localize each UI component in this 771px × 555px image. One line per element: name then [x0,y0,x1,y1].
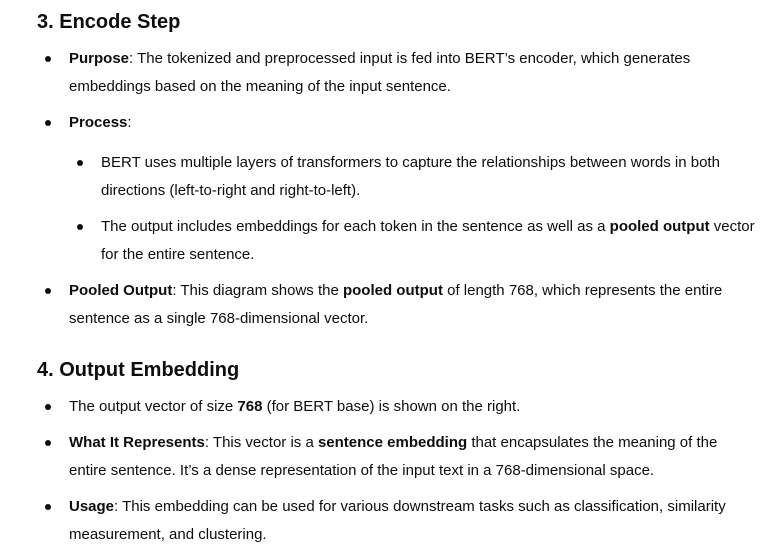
section-4-heading [37,357,239,383]
pooled-post: of length 768, which represents the entire sentence as a single 768-dimensional vector. [69,282,723,327]
usage-label: Usage [69,498,115,515]
section-3-number: 3. [37,11,54,33]
output-vector-post: (for BERT base) is shown on the right. [262,398,521,415]
bullet-process-text [69,109,759,137]
bullet-usage-text [69,493,759,549]
section-3-heading [37,9,180,35]
bullet-purpose-text [69,45,759,101]
pooled-bold: pooled output [342,282,443,299]
bullet-dot [45,120,51,126]
represents-label: What It Represents [69,434,205,451]
bullet-output-vector-text [69,393,759,421]
process-label: Process [69,114,128,131]
section-4-title: Output Embedding [59,359,240,381]
sub-bullet-output-pre: The output includes embeddings for each token in the sentence as well as a [101,218,610,235]
bullet-dot [45,404,51,410]
sub-bullet-output-post: vector for the entire sentence. [101,218,755,263]
bullet-usage [69,493,759,549]
bullet-output-vector [69,393,759,421]
represents-bold: sentence embedding [317,434,468,451]
bullet-process [69,109,759,137]
section-3-title: Encode Step [59,11,181,33]
section-4-number: 4. [37,359,54,381]
sub-bullet-output [101,213,761,269]
output-vector-size: 768 [237,398,263,415]
bullet-pooled-output-text [69,277,759,333]
bullet-dot [77,160,83,166]
sub-bullet-layers-text: BERT uses multiple layers of transformers to capture the relationships between words in both directions (left-to-right and right-to-left). [101,154,720,199]
purpose-label: Purpose [69,50,130,67]
output-vector-pre: The output vector of size [69,398,238,415]
sub-bullet-layers [101,149,761,205]
pooled-pre: : This diagram shows the [172,282,343,299]
bullet-what-it-represents [69,429,759,485]
represents-pre: : This vector is a [204,434,318,451]
usage-body: : This embedding can be used for various downstream tasks such as classification, similarity measurement, and clustering. [69,498,726,543]
pooled-label: Pooled Output [69,282,173,299]
represents-post: that encapsulates the meaning of the entire sentence. It’s a dense representation of the input text in a 768-dimensional space. [69,434,718,479]
bullet-dot [45,440,51,446]
bullet-dot [77,224,83,230]
bullet-dot [45,288,51,294]
bullet-pooled-output [69,277,759,333]
bullet-dot [45,504,51,510]
bullet-purpose [69,45,759,101]
sub-bullet-output-bold: pooled output [609,218,710,235]
bullet-what-it-represents-text [69,429,759,485]
sub-bullet-output-text [101,213,761,269]
purpose-body: : The tokenized and preprocessed input is fed into BERT’s encoder, which generates embeddings based on the meaning of the input sentence. [69,50,691,95]
bullet-dot [45,56,51,62]
process-colon: : [127,114,132,131]
